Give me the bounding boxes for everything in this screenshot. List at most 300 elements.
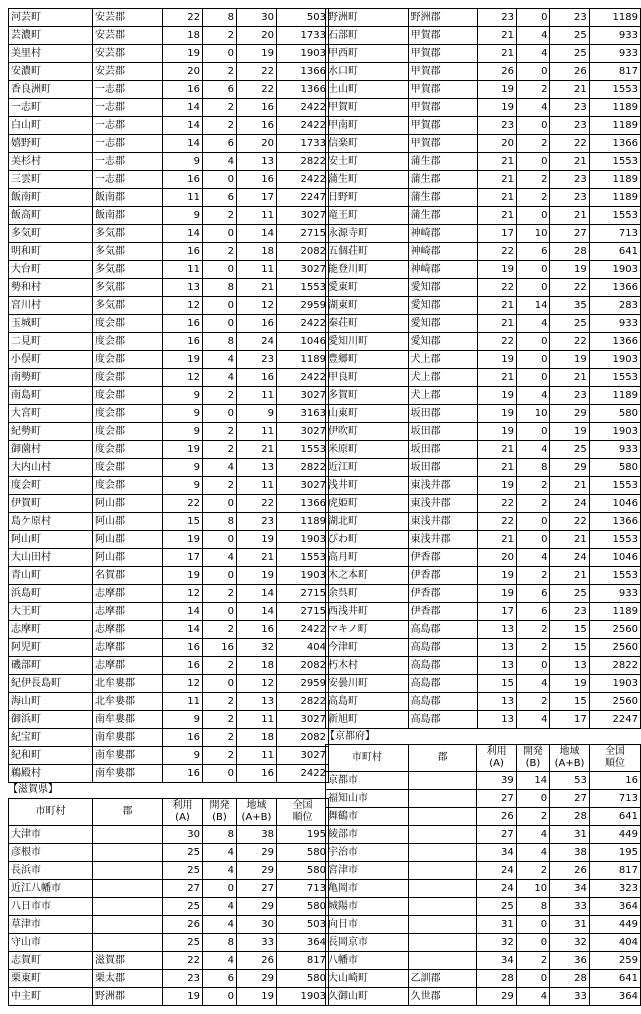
value-cell: 2: [203, 711, 237, 729]
municipality-cell: 島ケ原村: [9, 513, 93, 531]
municipality-cell: 甲南町: [326, 117, 409, 135]
value-cell: 21: [477, 297, 516, 315]
value-cell: 0: [203, 880, 237, 898]
value-cell: 21: [477, 369, 516, 387]
value-cell: 449: [589, 916, 640, 934]
municipality-cell: 浜島町: [9, 585, 93, 603]
value-cell: 1553: [589, 207, 640, 225]
value-cell: 1903: [589, 351, 640, 369]
value-cell: 0: [517, 261, 550, 279]
table-row: [9, 952, 329, 970]
municipality-cell: 磯部町: [9, 657, 93, 675]
value-cell: 4: [203, 351, 237, 369]
municipality-cell: 甲西町: [326, 45, 409, 63]
value-cell: 20: [237, 27, 277, 45]
value-cell: 9: [163, 459, 203, 477]
value-cell: 12: [163, 585, 203, 603]
table-row: [9, 844, 329, 862]
value-cell: 22: [237, 81, 277, 99]
municipality-cell: 甲良町: [326, 369, 409, 387]
municipality-cell: 米原町: [326, 441, 409, 459]
district-cell: [408, 844, 477, 862]
value-cell: 19: [477, 585, 516, 603]
value-cell: 17: [550, 711, 589, 729]
value-cell: 21: [550, 207, 589, 225]
district-cell: 甲賀郡: [408, 117, 477, 135]
value-cell: 19: [477, 387, 516, 405]
municipality-cell: 安曇川町: [326, 675, 409, 693]
municipality-cell: 伊賀町: [9, 495, 93, 513]
municipality-cell: 高島町: [326, 693, 409, 711]
municipality-cell: 秦荘町: [326, 315, 409, 333]
municipality-cell: 宮津市: [326, 862, 409, 880]
municipality-cell: 青山町: [9, 567, 93, 585]
value-cell: 32: [477, 934, 516, 952]
value-cell: 580: [277, 844, 329, 862]
table-row: [9, 934, 329, 952]
municipality-cell: 多賀町: [326, 387, 409, 405]
value-cell: 2822: [589, 657, 640, 675]
value-cell: 25: [550, 27, 589, 45]
value-cell: 2: [203, 441, 237, 459]
value-cell: 11: [163, 693, 203, 711]
table-row: [326, 63, 641, 81]
table-row: [326, 351, 641, 369]
value-cell: 21: [550, 369, 589, 387]
district-cell: 一志郡: [93, 153, 163, 171]
district-cell: 阿山郡: [93, 549, 163, 567]
district-cell: 犬上郡: [408, 369, 477, 387]
value-cell: 25: [163, 898, 203, 916]
value-cell: 9: [163, 423, 203, 441]
value-cell: 21: [477, 189, 516, 207]
table-row: [9, 916, 329, 934]
table-row: [326, 531, 641, 549]
municipality-cell: 西浅井町: [326, 603, 409, 621]
shiga-section-title: 【滋賀県】: [8, 784, 58, 795]
municipality-cell: 甲賀町: [326, 99, 409, 117]
value-cell: 16: [589, 772, 640, 790]
value-cell: 2082: [277, 243, 329, 261]
district-cell: 甲賀郡: [408, 99, 477, 117]
value-cell: 2422: [277, 315, 329, 333]
value-cell: 16: [163, 333, 203, 351]
value-cell: 19: [477, 351, 516, 369]
value-cell: 21: [550, 477, 589, 495]
value-cell: 19: [477, 261, 516, 279]
value-cell: 22: [237, 495, 277, 513]
value-cell: 30: [163, 826, 203, 844]
value-cell: 1903: [277, 531, 329, 549]
value-cell: 2: [203, 63, 237, 81]
kyoto-section-title: 【京都府】: [325, 731, 375, 742]
value-cell: 0: [517, 423, 550, 441]
value-cell: 16: [237, 621, 277, 639]
value-cell: 21: [477, 315, 516, 333]
value-cell: 31: [477, 916, 516, 934]
value-cell: 30: [237, 9, 277, 27]
municipality-cell: 信楽町: [326, 135, 409, 153]
value-cell: 23: [477, 9, 516, 27]
municipality-cell: 日野町: [326, 189, 409, 207]
value-cell: 2422: [277, 369, 329, 387]
value-cell: 32: [550, 934, 590, 952]
district-cell: 多気郡: [93, 279, 163, 297]
value-cell: 0: [203, 567, 237, 585]
value-cell: 28: [550, 243, 589, 261]
municipality-cell: 湖北町: [326, 513, 409, 531]
value-cell: 2: [203, 621, 237, 639]
value-cell: 2: [517, 495, 550, 513]
value-cell: 2: [203, 693, 237, 711]
value-cell: 1189: [589, 603, 640, 621]
municipality-cell: 阿山町: [9, 531, 93, 549]
district-cell: 多気郡: [93, 225, 163, 243]
municipality-cell: 勢和村: [9, 279, 93, 297]
value-cell: 1903: [589, 423, 640, 441]
value-cell: 14: [163, 117, 203, 135]
value-cell: 19: [163, 988, 203, 1006]
municipality-cell: 紀勢町: [9, 423, 93, 441]
municipality-cell: 多気町: [9, 225, 93, 243]
value-cell: 29: [237, 898, 277, 916]
table-row: [9, 826, 329, 844]
value-cell: 15: [550, 693, 589, 711]
value-cell: 19: [477, 423, 516, 441]
value-cell: 19: [550, 423, 589, 441]
value-cell: 13: [163, 279, 203, 297]
district-cell: 度会郡: [93, 369, 163, 387]
table-row: [326, 549, 641, 567]
value-cell: 4: [203, 898, 237, 916]
value-cell: 2: [203, 207, 237, 225]
value-cell: 2959: [277, 675, 329, 693]
value-cell: 9: [163, 153, 203, 171]
district-cell: 犬上郡: [408, 351, 477, 369]
value-cell: 11: [237, 261, 277, 279]
table-row: [326, 153, 641, 171]
value-cell: 817: [277, 952, 329, 970]
value-cell: 1366: [277, 81, 329, 99]
value-cell: 21: [477, 153, 516, 171]
value-cell: 38: [550, 844, 590, 862]
table-row: [326, 639, 641, 657]
value-cell: 20: [477, 135, 516, 153]
value-cell: 2822: [277, 693, 329, 711]
municipality-cell: 余呉町: [326, 585, 409, 603]
value-cell: 13: [477, 639, 516, 657]
value-cell: 9: [237, 405, 277, 423]
value-cell: 1903: [277, 567, 329, 585]
value-cell: 6: [203, 81, 237, 99]
district-cell: 蒲生郡: [408, 189, 477, 207]
table-row: [326, 880, 641, 898]
value-cell: 0: [517, 279, 550, 297]
municipality-cell: 湖東町: [326, 297, 409, 315]
value-cell: 14: [163, 603, 203, 621]
municipality-cell: 綾部市: [326, 826, 409, 844]
value-cell: 2: [203, 243, 237, 261]
table-row: [326, 225, 641, 243]
value-cell: 16: [203, 639, 237, 657]
value-cell: 933: [589, 441, 640, 459]
municipality-cell: 海山町: [9, 693, 93, 711]
value-cell: 6: [203, 135, 237, 153]
district-cell: 南牟婁郡: [93, 711, 163, 729]
value-cell: 4: [516, 826, 549, 844]
value-cell: 23: [550, 99, 589, 117]
municipality-cell: 玉城町: [9, 315, 93, 333]
value-cell: 26: [550, 63, 589, 81]
municipality-cell: 河芸町: [9, 9, 93, 27]
municipality-cell: 城陽市: [326, 898, 409, 916]
shiga-town-table: [325, 8, 641, 729]
district-cell: 一志郡: [93, 135, 163, 153]
value-cell: 2715: [277, 585, 329, 603]
value-cell: 12: [237, 297, 277, 315]
value-cell: 15: [477, 675, 516, 693]
value-cell: 8: [203, 333, 237, 351]
value-cell: 16: [163, 765, 203, 783]
table-row: [9, 387, 329, 405]
value-cell: 29: [237, 970, 277, 988]
value-cell: 21: [477, 207, 516, 225]
table-row: [326, 459, 641, 477]
table-row: [9, 639, 329, 657]
municipality-cell: 志賀町: [9, 952, 93, 970]
value-cell: 1733: [277, 27, 329, 45]
district-cell: 安芸郡: [93, 63, 163, 81]
table-row: [326, 9, 641, 27]
value-cell: 13: [237, 459, 277, 477]
value-cell: 0: [517, 369, 550, 387]
value-cell: 4: [517, 549, 550, 567]
district-cell: 高島郡: [408, 693, 477, 711]
value-cell: 16: [163, 243, 203, 261]
value-cell: 1366: [277, 495, 329, 513]
value-cell: 933: [589, 27, 640, 45]
value-cell: 404: [589, 934, 640, 952]
value-cell: 4: [203, 844, 237, 862]
value-cell: 0: [516, 970, 549, 988]
value-cell: 14: [163, 621, 203, 639]
value-cell: 27: [477, 790, 516, 808]
value-cell: 8: [203, 9, 237, 27]
table-row: [9, 567, 329, 585]
district-cell: 神崎郡: [408, 261, 477, 279]
district-cell: 滋賀郡: [93, 952, 163, 970]
value-cell: 0: [203, 405, 237, 423]
value-cell: 1903: [277, 45, 329, 63]
value-cell: 24: [477, 862, 516, 880]
value-cell: 23: [477, 117, 516, 135]
value-cell: 364: [589, 988, 640, 1006]
value-cell: 4: [203, 916, 237, 934]
value-cell: 23: [550, 189, 589, 207]
district-cell: 坂田郡: [408, 441, 477, 459]
column-header: 地域 (A+B): [237, 799, 277, 826]
value-cell: 1046: [589, 495, 640, 513]
table-row: [9, 898, 329, 916]
municipality-cell: 山東町: [326, 405, 409, 423]
district-cell: 阿山郡: [93, 513, 163, 531]
value-cell: 1903: [589, 261, 640, 279]
value-cell: 19: [163, 531, 203, 549]
table-row: [326, 862, 641, 880]
district-cell: 蒲生郡: [408, 171, 477, 189]
table-row: [326, 808, 641, 826]
district-cell: 乙訓郡: [408, 970, 477, 988]
value-cell: 13: [550, 657, 589, 675]
value-cell: 1553: [589, 153, 640, 171]
value-cell: 2422: [277, 99, 329, 117]
value-cell: 19: [550, 675, 589, 693]
column-header: 利用 (A): [163, 799, 203, 826]
value-cell: 4: [516, 988, 549, 1006]
value-cell: 2: [203, 585, 237, 603]
value-cell: 580: [589, 405, 640, 423]
value-cell: 0: [203, 261, 237, 279]
table-row: [9, 405, 329, 423]
value-cell: 29: [550, 459, 589, 477]
value-cell: 0: [517, 117, 550, 135]
district-cell: [408, 862, 477, 880]
value-cell: 6: [517, 243, 550, 261]
value-cell: 3027: [277, 423, 329, 441]
value-cell: 16: [237, 171, 277, 189]
district-cell: 一志郡: [93, 117, 163, 135]
table-row: [326, 567, 641, 585]
table-row: [326, 898, 641, 916]
value-cell: 0: [516, 916, 549, 934]
value-cell: 4: [517, 675, 550, 693]
table-row: [9, 549, 329, 567]
municipality-cell: 浅井町: [326, 477, 409, 495]
table-row: [326, 315, 641, 333]
value-cell: 2: [517, 621, 550, 639]
value-cell: 19: [477, 99, 516, 117]
value-cell: 13: [477, 711, 516, 729]
municipality-cell: 土山町: [326, 81, 409, 99]
district-cell: 栗太郡: [93, 970, 163, 988]
value-cell: 11: [237, 207, 277, 225]
district-cell: 愛知郡: [408, 279, 477, 297]
value-cell: 17: [477, 603, 516, 621]
value-cell: 4: [203, 369, 237, 387]
value-cell: 9: [163, 405, 203, 423]
municipality-cell: 福知山市: [326, 790, 409, 808]
district-cell: [93, 880, 163, 898]
value-cell: 23: [550, 9, 589, 27]
value-cell: 13: [477, 693, 516, 711]
district-cell: 多気郡: [93, 297, 163, 315]
district-cell: 愛知郡: [408, 315, 477, 333]
value-cell: 2959: [277, 297, 329, 315]
value-cell: 2422: [277, 117, 329, 135]
municipality-cell: 水口町: [326, 63, 409, 81]
table-row: [9, 261, 329, 279]
value-cell: 34: [477, 952, 516, 970]
value-cell: 14: [163, 99, 203, 117]
district-cell: [93, 844, 163, 862]
municipality-cell: 飯高町: [9, 207, 93, 225]
value-cell: 2: [203, 729, 237, 747]
municipality-cell: 御薗村: [9, 441, 93, 459]
value-cell: 22: [477, 513, 516, 531]
table-row: [9, 862, 329, 880]
value-cell: 29: [237, 844, 277, 862]
value-cell: 35: [550, 297, 589, 315]
district-cell: 東浅井郡: [408, 495, 477, 513]
district-cell: 度会郡: [93, 351, 163, 369]
table-row: [9, 495, 329, 513]
value-cell: 933: [589, 45, 640, 63]
district-cell: 高島郡: [408, 675, 477, 693]
value-cell: 0: [203, 297, 237, 315]
value-cell: 23: [163, 970, 203, 988]
table-row: [9, 988, 329, 1006]
value-cell: 2: [517, 693, 550, 711]
value-cell: 0: [203, 988, 237, 1006]
value-cell: 4: [517, 27, 550, 45]
column-header: 全国 順位: [277, 799, 329, 826]
table-row: [326, 952, 641, 970]
value-cell: 2: [203, 477, 237, 495]
value-cell: 8: [203, 513, 237, 531]
value-cell: 4: [517, 711, 550, 729]
value-cell: 11: [163, 189, 203, 207]
value-cell: 24: [550, 495, 589, 513]
value-cell: 11: [163, 261, 203, 279]
value-cell: 3027: [277, 207, 329, 225]
value-cell: 19: [477, 81, 516, 99]
district-cell: [93, 916, 163, 934]
value-cell: 21: [477, 171, 516, 189]
table-row: [326, 970, 641, 988]
district-cell: 東浅井郡: [408, 513, 477, 531]
value-cell: 20: [237, 135, 277, 153]
district-cell: 度会郡: [93, 405, 163, 423]
table-row: [9, 765, 329, 783]
table-row: [9, 477, 329, 495]
district-cell: 甲賀郡: [408, 45, 477, 63]
municipality-cell: 長浜市: [9, 862, 93, 880]
value-cell: 9: [163, 747, 203, 765]
value-cell: 2: [516, 862, 549, 880]
district-cell: 南牟婁郡: [93, 747, 163, 765]
value-cell: 1366: [589, 513, 640, 531]
value-cell: 16: [237, 315, 277, 333]
value-cell: 19: [163, 45, 203, 63]
value-cell: 2: [203, 117, 237, 135]
district-cell: 高島郡: [408, 657, 477, 675]
municipality-cell: 鵜殿村: [9, 765, 93, 783]
value-cell: 21: [550, 531, 589, 549]
value-cell: 1189: [277, 351, 329, 369]
value-cell: 17: [237, 189, 277, 207]
municipality-cell: 永源寺町: [326, 225, 409, 243]
value-cell: 19: [163, 351, 203, 369]
value-cell: 21: [237, 279, 277, 297]
table-row: [9, 657, 329, 675]
value-cell: 2: [517, 567, 550, 585]
value-cell: 25: [550, 45, 589, 63]
municipality-cell: 豊郷町: [326, 351, 409, 369]
district-cell: 東浅井郡: [408, 477, 477, 495]
district-cell: 度会郡: [93, 459, 163, 477]
value-cell: 26: [163, 916, 203, 934]
value-cell: 21: [477, 459, 516, 477]
